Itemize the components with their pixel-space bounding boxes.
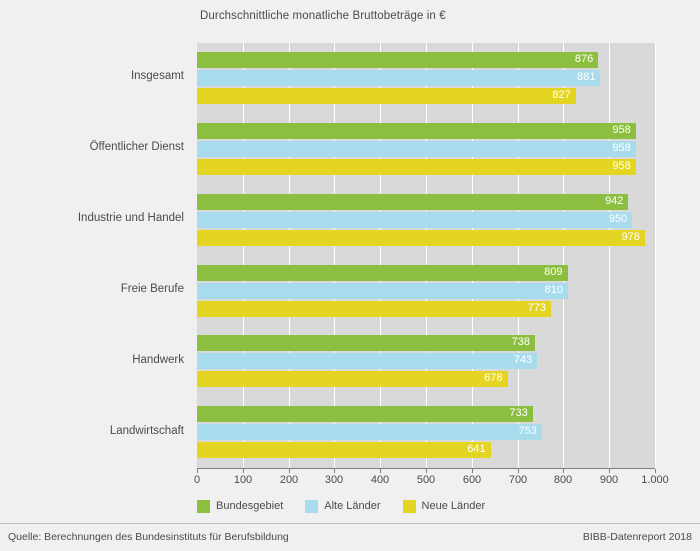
bar: [197, 70, 600, 86]
x-tick-label: 0: [193, 474, 201, 486]
x-tick-mark: [243, 469, 244, 473]
chart-title: Durchschnittliche monatliche Bruttobeträge in €: [200, 10, 446, 22]
bar-value-label: 958: [612, 141, 631, 154]
bar-group: [197, 256, 655, 327]
bar-value-label: 753: [518, 425, 537, 438]
bar-value-label: 809: [544, 265, 563, 278]
legend-swatch: [403, 500, 416, 513]
bar-value-label: 881: [577, 71, 596, 83]
legend-swatch: [305, 500, 318, 513]
bar: [197, 335, 535, 351]
x-axis-ticks: [193, 469, 669, 489]
bar: [197, 159, 636, 175]
bar-group: [197, 114, 655, 185]
x-tick-mark: [655, 469, 656, 473]
x-tick-label: 700: [508, 474, 528, 486]
bar: [197, 353, 537, 369]
legend-item[interactable]: [197, 500, 283, 513]
category-label: Industrie und Handel: [77, 212, 184, 225]
bar-value-label: 641: [467, 443, 486, 456]
bar-group: [197, 43, 655, 114]
category-axis-labels: [0, 43, 192, 468]
bar-value-label: 958: [612, 123, 631, 136]
bar-groups: [197, 43, 655, 468]
x-tick-label: 900: [599, 474, 619, 486]
bar: [197, 212, 632, 228]
bar-value-label: 738: [511, 336, 530, 349]
x-tick-label: 100: [233, 474, 253, 486]
report-note: BIBB-Datenreport 2018: [582, 531, 692, 543]
x-tick-mark: [518, 469, 519, 473]
x-tick-mark: [472, 469, 473, 473]
chart-legend: [197, 498, 507, 514]
bar: [197, 301, 551, 317]
x-tick-mark: [334, 469, 335, 473]
bar: [197, 265, 568, 281]
x-tick-label: 400: [370, 474, 390, 486]
bar-value-label: 810: [544, 283, 563, 296]
legend-swatch: [197, 500, 210, 513]
category-label: Handwerk: [132, 353, 184, 366]
footer: [0, 523, 700, 551]
legend-label: Bundesgebiet: [216, 500, 284, 512]
x-tick-label: 800: [553, 474, 573, 486]
x-tick-mark: [380, 469, 381, 473]
x-tick-mark: [289, 469, 290, 473]
bar: [197, 141, 636, 157]
source-note: Quelle: Berechnungen des Bundesinstituts für Berufsbildung: [8, 531, 289, 543]
bar-value-label: 978: [621, 230, 640, 243]
category-label: Insgesamt: [130, 70, 184, 83]
legend-label: Alte Länder: [324, 500, 381, 512]
x-tick-label: 500: [416, 474, 436, 486]
bar-value-label: 827: [552, 89, 571, 101]
bar: [197, 424, 542, 440]
x-tick-mark: [609, 469, 610, 473]
x-tick-label: 600: [462, 474, 482, 486]
bar: [197, 442, 491, 458]
plot-area: [197, 43, 655, 468]
x-tick-label: 1.000: [641, 474, 669, 486]
bar: [197, 52, 598, 68]
x-tick-mark: [563, 469, 564, 473]
bar: [197, 88, 576, 104]
legend-label: Neue Länder: [421, 500, 486, 512]
bar-value-label: 743: [513, 354, 533, 367]
bar: [197, 194, 628, 210]
category-label: Öffentlicher Dienst: [89, 141, 184, 154]
category-label: Freie Berufe: [120, 282, 184, 295]
gridline: [655, 43, 656, 468]
bar-value-label: 678: [484, 372, 503, 385]
bar: [197, 283, 568, 299]
bar-group: [197, 397, 655, 468]
bar-value-label: 950: [608, 212, 628, 225]
bar: [197, 230, 645, 246]
bar-value-label: 958: [612, 159, 631, 172]
bar-value-label: 942: [605, 194, 624, 207]
bar-value-label: 773: [527, 301, 547, 314]
x-tick-mark: [197, 469, 198, 473]
bar-value-label: 876: [574, 53, 594, 65]
legend-item[interactable]: [305, 500, 380, 513]
bar-group: [197, 185, 655, 256]
bar-value-label: 733: [509, 407, 528, 420]
category-label: Landwirtschaft: [109, 424, 184, 437]
x-tick-label: 300: [324, 474, 344, 486]
legend-item[interactable]: [403, 500, 486, 513]
bar: [197, 371, 508, 387]
x-tick-mark: [426, 469, 427, 473]
bar-group: [197, 326, 655, 397]
bar: [197, 123, 636, 139]
x-tick-label: 200: [279, 474, 299, 486]
bar: [197, 406, 533, 422]
